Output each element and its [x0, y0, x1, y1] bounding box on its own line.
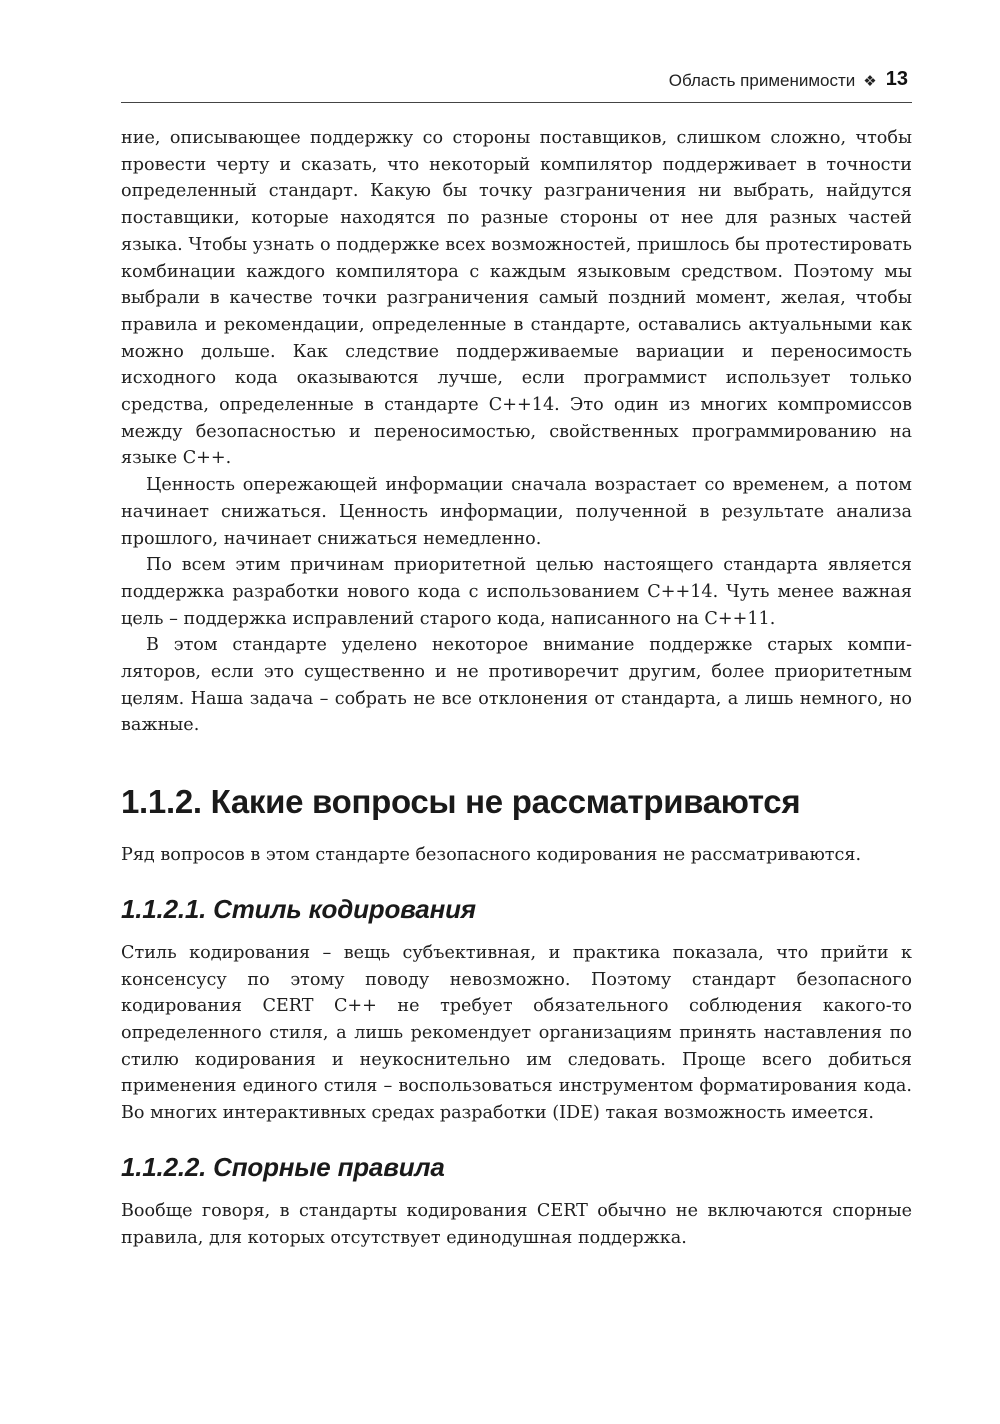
page-header — [121, 68, 912, 103]
paragraph-controversial-rules: Вообще говоря, в стандарты кодирования CERT обычно не включаются спорные правила, для которых отсутствует единодушная поддержка. — [121, 1200, 912, 1248]
ornament-icon: ❖ — [863, 73, 877, 90]
paragraph-coding-style: Стиль кодирования – вещь субъективная, и практика показала, что прийти к консенсусу по этому поводу невозможно. Поэтому стандарт безопасного кодирования CERT C++ не требует обязательного соблюдения какого-то определенного стиля, а лишь рекомендует организациям принять наставления по стилю кодирования и неукоснительно им следовать. Проще всего добиться применения единого стиля – воспользоваться инструментом форматирования кода. Во многих интерактивных средах разработки (IDE) такая возможность имеется. — [121, 942, 912, 1124]
page-content — [121, 125, 912, 1251]
paragraph-continued: ние, описывающее поддержку со стороны поставщиков, слишком сложно, чтобы провести черту и сказать, что некоторый компилятор поддерживает в точности определенный стандарт. Какую бы точку разграничения ни выбрать, найдутся поставщики, которые находятся по разные стороны от нее для разных частей языка. Чтобы узнать о поддержке всех возможностей, пришлось бы протестировать комбинации каждого компилятора с каждым языковым средством. Поэтому мы выбрали в качестве точки разграничения самый поздний момент, желая, чтобы правила и рекомендации, определенные в стандарте, оставались актуальными как можно дольше. Как следствие поддерживаемые вариации и переносимость исходного кода оказываются лучше, если программист использует только средства, определенные в стандарте C++14. Это один из многих компромиссов между безопасностью и переносимостью, свойственных программированию на языке C++. — [121, 128, 912, 469]
paragraph-old-compilers: В этом стандарте уделено некоторое внимание поддержке старых компиляторов, если это существенно и не противоречит другим, более приоритетным целям. Наша задача – собрать не все отклонения от стандарта, а лишь немного, но важные. — [121, 635, 912, 736]
paragraph-priority-goal: По всем этим причинам приоритетной целью настоящего стандарта является поддержка разработки нового кода с использованием C++14. Чуть менее важная цель – поддержка исправлений старого кода, написанного на C++11. — [121, 555, 912, 629]
running-title: Область применимости — [668, 71, 856, 90]
page-number: 13 — [885, 68, 908, 90]
subsection-heading-controversial-rules: 1.1.2.2. Спорные правила — [121, 1151, 445, 1182]
subsection-heading-coding-style: 1.1.2.1. Стиль кодирования — [121, 893, 476, 924]
paragraph-out-of-scope: Ряд вопросов в этом стандарте безопасного кодирования не рассматриваются. — [121, 845, 862, 866]
paragraph-information-value: Ценность опережающей информации сначала возрастает со временем, а потом начинает снижаться. Ценность информации, полученной в результате анализа прошлого, начинает снижаться немедленно. — [121, 475, 912, 549]
section-heading-out-of-scope: 1.1.2. Какие вопросы не рассматриваются — [121, 783, 801, 821]
